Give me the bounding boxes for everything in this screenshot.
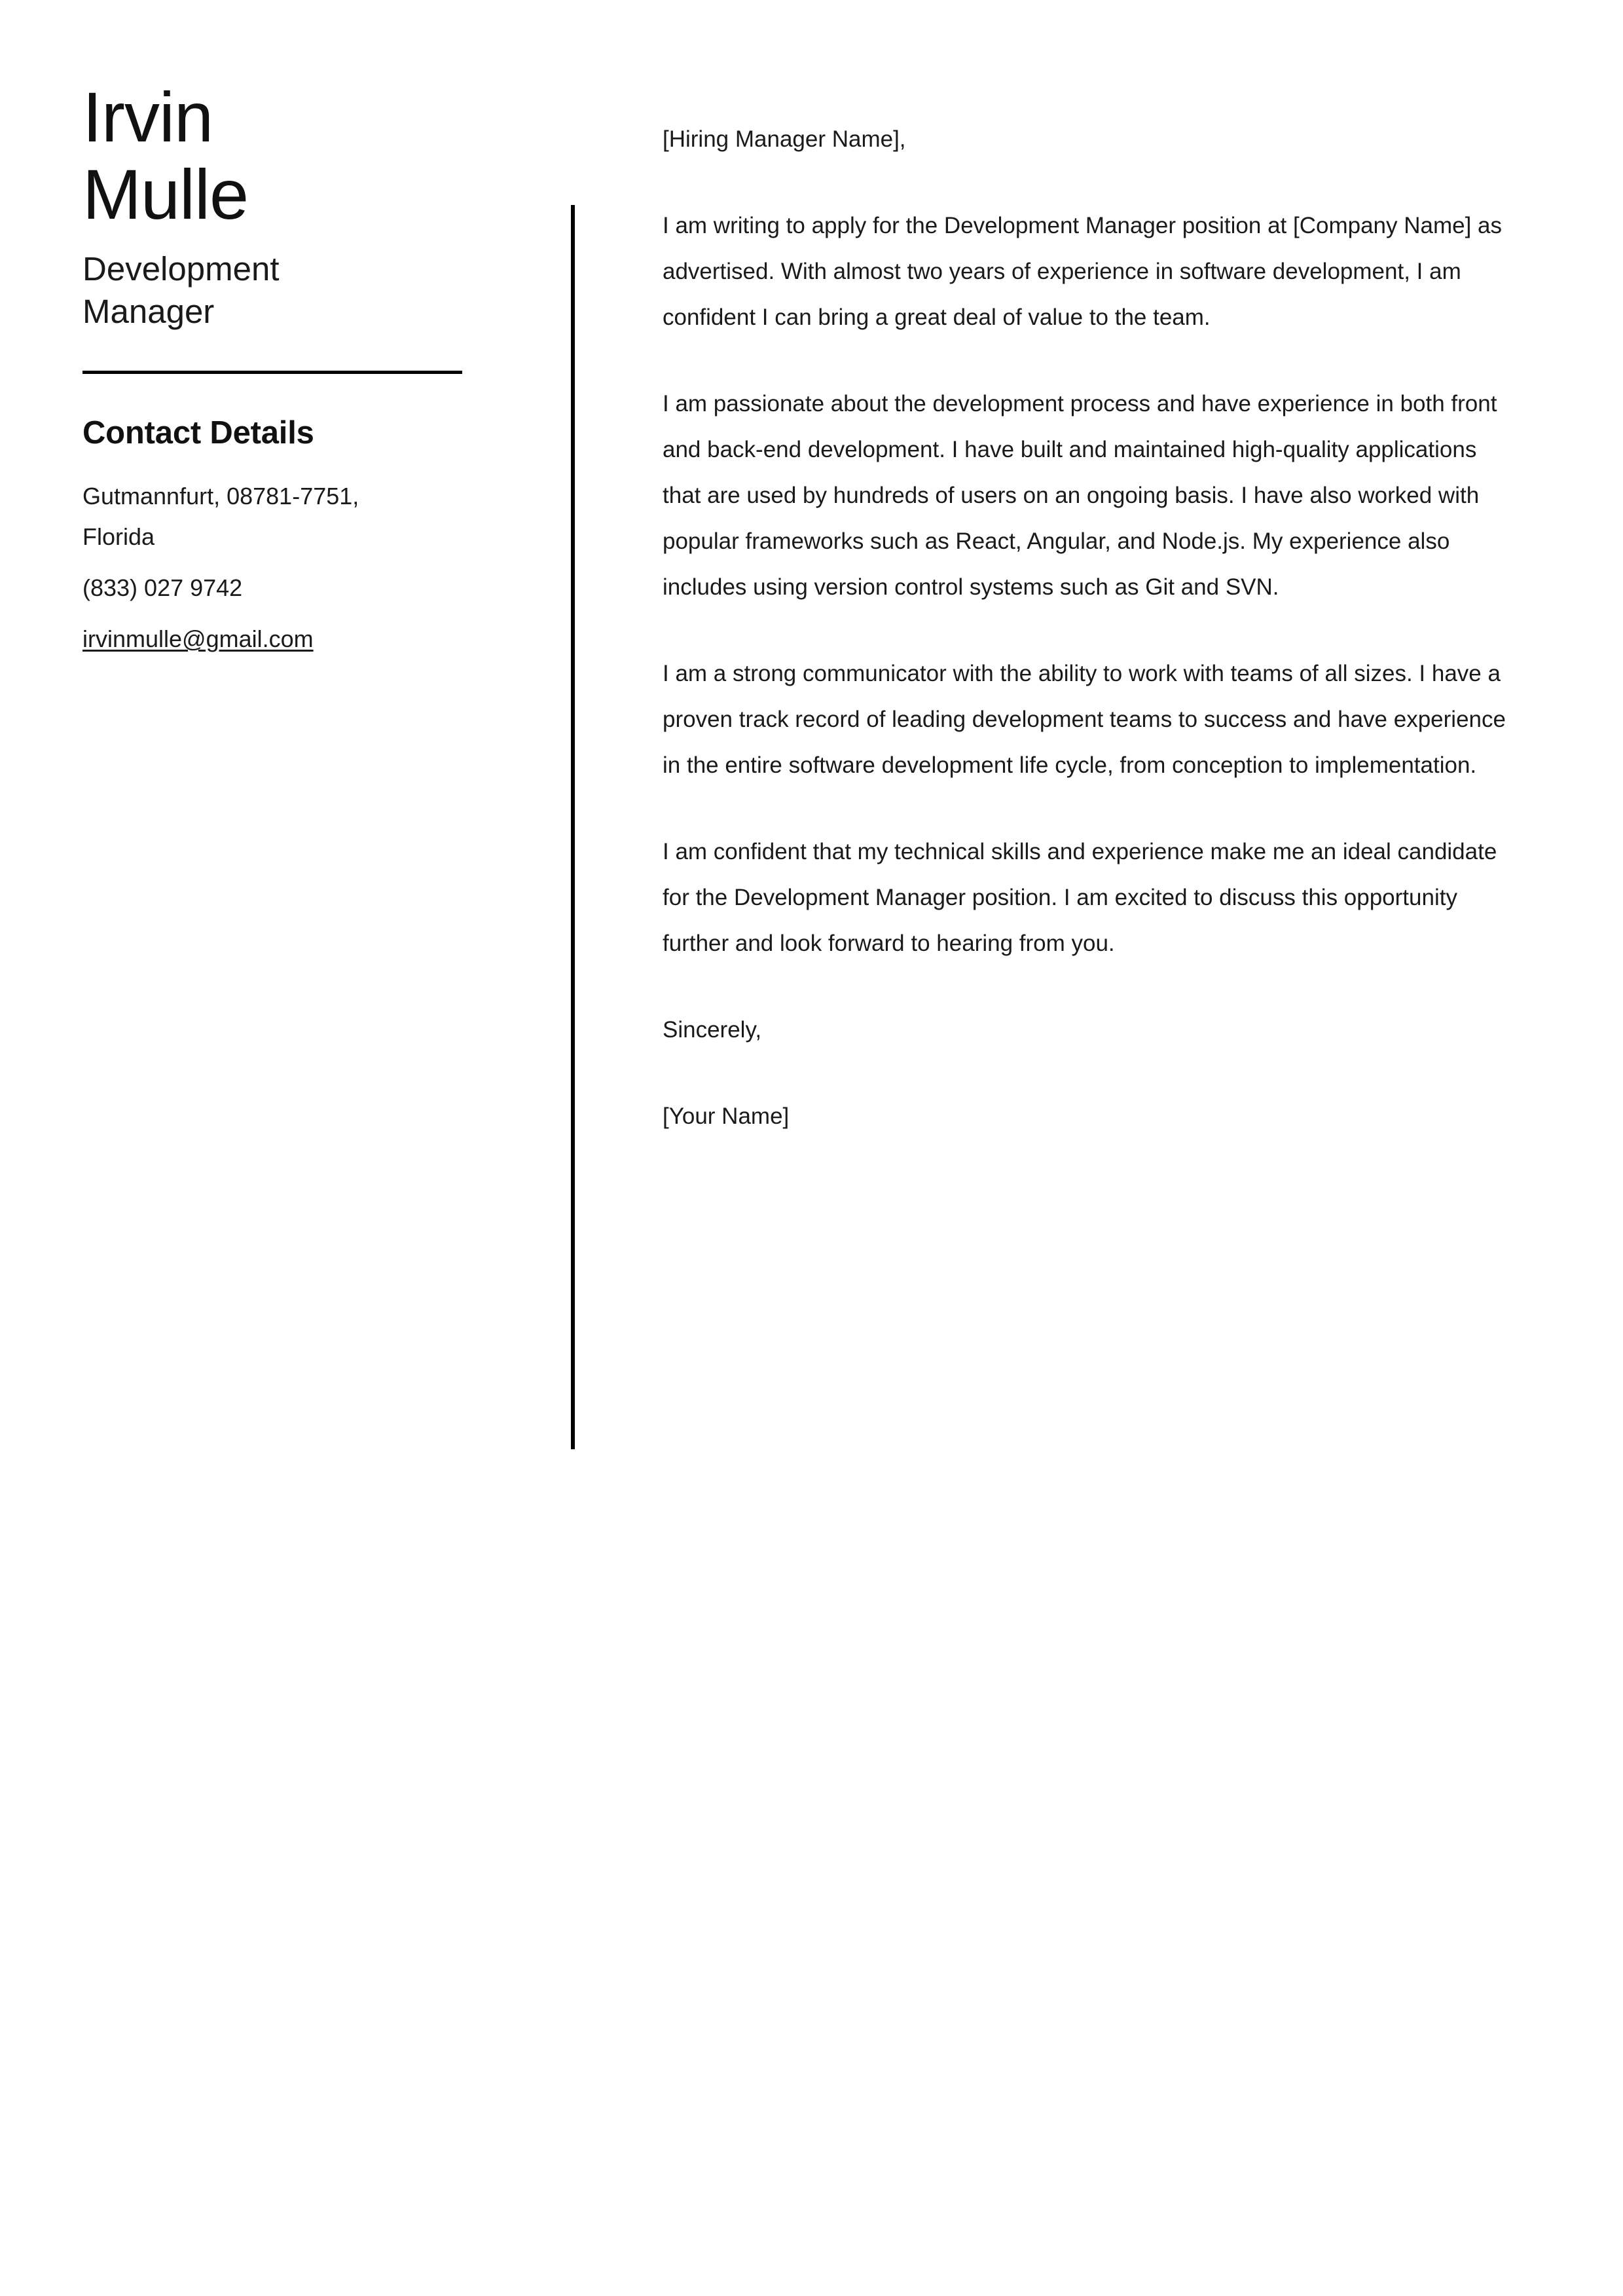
letter-paragraph-3: I am a strong communicator with the ability to work with teams of all sizes. I have a proven track record of leading development teams to success and have experience in the entire software development life cycle, from conception to implementation. — [663, 661, 1506, 778]
sidebar-divider-rule — [82, 371, 462, 374]
letter-paragraph-2: I am passionate about the development process and have experience in both front and back-end development. I have built and maintained high-quality applications that are used by hundreds of users on an ongoing basis. I have also worked with popular frameworks such as React, Angular, and Node.js. My experience also includes using version control systems such as Git and SVN. — [663, 391, 1497, 600]
letter-paragraph-4: I am confident that my technical skills and experience make me an ideal candidate for the Development Manager position. I am excited to discuss this opportunity further and look forward to hearing from you. — [663, 839, 1497, 956]
contact-phone: (833) 027 9742 — [82, 574, 243, 601]
contact-email-row — [82, 619, 390, 659]
page-title — [82, 79, 475, 233]
letter-salutation: [Hiring Manager Name], — [663, 126, 906, 152]
letter-body — [663, 117, 1515, 1139]
letter-closing: Sincerely, — [663, 1017, 762, 1043]
vertical-divider — [571, 205, 575, 1449]
job-title: Development Manager — [82, 250, 280, 330]
contact-details-heading: Contact Details — [82, 415, 314, 451]
letter-paragraph-1: I am writing to apply for the Development Manager position at [Company Name] as advertised. With almost two years of experience in software development, I am confident I can bring a great deal of value to the team. — [663, 213, 1503, 330]
letter-signature: [Your Name] — [663, 1103, 790, 1129]
contact-address: Gutmannfurt, 08781-7751, Florida — [82, 483, 359, 550]
contact-details-list — [82, 476, 475, 659]
contact-email-link[interactable]: irvinmulle@gmail.com — [82, 625, 314, 652]
first-name: Irvin — [82, 77, 213, 157]
last-name: Mulle — [82, 155, 249, 234]
sidebar — [82, 79, 475, 659]
